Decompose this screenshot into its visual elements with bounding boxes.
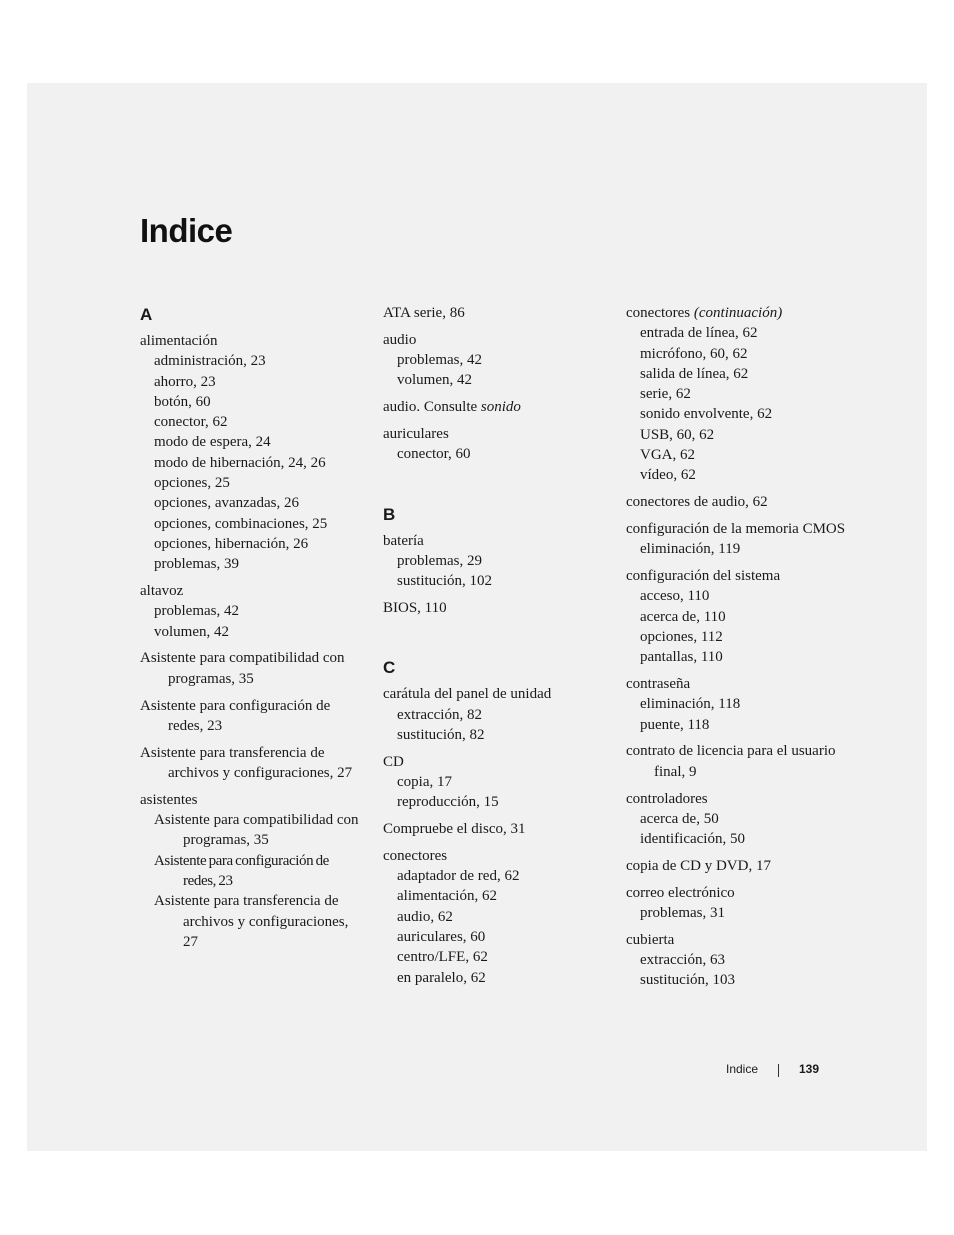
index-sub-term: micrófono, 60, 62	[640, 345, 748, 362]
index-sub-term: eliminación, 119	[640, 541, 741, 558]
index-sub-term: problemas, 42	[397, 352, 482, 369]
index-sub-term: sustitución, 102	[397, 573, 493, 590]
index-sub-term: Asistente para compatibilidad con programas, 35	[154, 812, 359, 849]
index-main-term	[383, 752, 603, 772]
index-column-1	[140, 303, 360, 959]
main-term-text: conectores de audio, 62	[626, 494, 768, 511]
index-sub-term: volumen, 42	[397, 372, 472, 389]
index-entry	[383, 598, 603, 618]
main-term-text: alimentación	[140, 333, 218, 349]
index-sub-term: acerca de, 50	[640, 810, 719, 827]
index-main-term	[626, 566, 846, 586]
main-term-text: copia de CD y DVD, 17	[626, 857, 771, 874]
index-sub-term: identificación, 50	[640, 831, 745, 848]
index-sub-term: auriculares, 60	[397, 929, 486, 946]
index-main-term	[626, 674, 846, 694]
index-sub-term: entrada de línea, 62	[640, 325, 758, 342]
index-main-term	[626, 492, 846, 512]
index-main-term	[626, 930, 846, 950]
index-sub-term: problemas, 29	[397, 552, 482, 569]
index-sub-term: serie, 62	[640, 386, 691, 403]
index-main-term	[383, 598, 603, 618]
index-sub-term: conector, 60	[397, 446, 471, 463]
main-term-text: carátula del panel de unidad	[383, 686, 552, 703]
page-number: 139	[799, 1062, 820, 1076]
index-entry	[383, 531, 603, 592]
index-sub-term: reproducción, 15	[397, 794, 499, 811]
main-term-text: contraseña	[626, 676, 691, 693]
index-sub-term: extracción, 82	[397, 706, 482, 723]
index-entry	[626, 856, 846, 876]
index-main-term	[626, 303, 846, 323]
index-column-3	[626, 303, 846, 997]
index-entry	[140, 581, 360, 642]
index-entry	[626, 303, 846, 486]
index-sub-term: conector, 62	[154, 414, 228, 431]
index-main-term	[383, 424, 603, 444]
index-sub-term: acerca de, 110	[640, 608, 726, 625]
index-sub-term: acceso, 110	[640, 588, 710, 605]
index-sub-term: centro/LFE, 62	[397, 949, 488, 966]
index-main-term	[383, 819, 603, 839]
index-main-term	[626, 519, 846, 539]
index-entry	[626, 789, 846, 850]
index-sub-term: modo de espera, 24	[154, 434, 271, 451]
index-entry	[383, 330, 603, 391]
index-entry	[383, 303, 603, 323]
index-sub-term: en paralelo, 62	[397, 969, 486, 986]
main-term-text: correo electrónico	[626, 884, 735, 901]
index-sub-term: puente, 118	[640, 716, 710, 733]
main-term-text: BIOS, 110	[383, 599, 447, 616]
index-main-term	[140, 790, 360, 810]
footer-separator	[778, 1064, 779, 1077]
main-term-text: asistentes	[140, 791, 198, 808]
index-main-term	[383, 303, 603, 323]
section-letter-b: B	[383, 504, 396, 524]
index-sub-term: USB, 60, 62	[640, 426, 715, 443]
main-term-text: ATA serie, 86	[383, 305, 465, 321]
index-main-term	[383, 397, 603, 417]
index-main-term	[383, 846, 603, 866]
index-main-term	[140, 581, 360, 601]
page-title: Indice	[140, 212, 233, 249]
index-entry	[140, 743, 360, 784]
index-entry	[140, 696, 360, 737]
main-term-text: Asistente para compatibilidad con programas, 35	[140, 650, 345, 687]
index-sub-term: copia, 17	[397, 773, 452, 790]
index-sub-term: audio, 62	[397, 908, 453, 925]
index-sub-term: sustitución, 82	[397, 726, 485, 743]
main-term-italic: sonido	[480, 399, 521, 416]
index-sub-term: problemas, 42	[154, 603, 239, 620]
index-main-term	[626, 789, 846, 809]
footer-label: Indice	[726, 1062, 759, 1076]
index-sub-term: sustitución, 103	[640, 972, 736, 989]
index-sub-term: volumen, 42	[154, 623, 229, 640]
index-main-term	[140, 743, 360, 784]
index-main-term	[140, 331, 360, 351]
index-sub-term: opciones, combinaciones, 25	[154, 515, 328, 532]
section-letter-a: A	[140, 305, 153, 324]
index-main-term	[140, 696, 360, 737]
index-main-term	[140, 648, 360, 689]
index-sub-term: pantallas, 110	[640, 649, 723, 666]
index-main-term	[383, 684, 603, 704]
index-sub-term: opciones, hibernación, 26	[154, 535, 309, 552]
index-entry	[383, 752, 603, 813]
main-term-text: audio	[383, 331, 417, 348]
index-sub-term: Asistente para transferencia de archivos y configuraciones, 27	[154, 893, 349, 950]
main-term-text: configuración del sistema	[626, 568, 781, 585]
main-term-text: cubierta	[626, 931, 675, 948]
index-sub-term: ahorro, 23	[154, 373, 216, 390]
main-term-text: auriculares	[383, 425, 449, 442]
index-sub-term: botón, 60	[154, 393, 211, 410]
main-term-text: contrato de licencia para el usuario final, 9	[626, 743, 836, 780]
index-sub-term: Asistente para configuración de redes, 23	[154, 852, 329, 889]
index-main-term	[383, 531, 603, 551]
index-entry	[383, 819, 603, 839]
index-entry	[383, 846, 603, 988]
index-main-term	[383, 330, 603, 350]
index-entry	[140, 331, 360, 575]
index-entry	[383, 397, 603, 417]
index-main-term	[626, 741, 846, 782]
index-entry	[626, 492, 846, 512]
index-sub-term: vídeo, 62	[640, 467, 696, 484]
index-sub-term: problemas, 39	[154, 556, 239, 573]
index-entry	[626, 519, 846, 560]
index-sub-term: extracción, 63	[640, 952, 725, 969]
index-sub-term: problemas, 31	[640, 905, 725, 922]
index-sub-term: alimentación, 62	[397, 888, 497, 905]
index-entry	[140, 790, 360, 952]
index-entry	[626, 741, 846, 782]
section-letter-c: C	[383, 658, 396, 678]
index-sub-term: salida de línea, 62	[640, 365, 749, 382]
index-entry	[383, 424, 603, 465]
main-term-text: conectores	[626, 305, 694, 321]
main-term-text: controladores	[626, 790, 708, 807]
index-sub-term: eliminación, 118	[640, 696, 741, 713]
index-entry	[140, 648, 360, 689]
main-term-text: configuración de la memoria CMOS	[626, 520, 846, 537]
index-main-term	[626, 856, 846, 876]
index-column-2	[383, 303, 603, 994]
main-term-text: Compruebe el disco, 31	[383, 821, 526, 838]
index-entry	[626, 930, 846, 991]
index-entry	[626, 883, 846, 924]
index-entry	[383, 684, 603, 745]
index-sub-term: VGA, 62	[640, 447, 695, 464]
main-term-text: audio. Consulte	[383, 399, 481, 416]
main-term-text: Asistente para transferencia de archivos y configuraciones, 27	[140, 744, 353, 781]
index-sub-term: administración, 23	[154, 353, 266, 370]
main-term-text: batería	[383, 532, 424, 549]
index-main-term	[626, 883, 846, 903]
main-term-text: CD	[383, 753, 404, 770]
index-sub-term: modo de hibernación, 24, 26	[154, 454, 326, 471]
main-term-text: altavoz	[140, 583, 184, 600]
index-sub-term: adaptador de red, 62	[397, 868, 520, 885]
index-sub-term: opciones, avanzadas, 26	[154, 495, 299, 512]
main-term-text: Asistente para configuración de redes, 23	[140, 697, 331, 734]
index-sub-term: opciones, 25	[154, 475, 230, 492]
index-entry	[626, 674, 846, 735]
index-sub-term: sonido envolvente, 62	[640, 406, 773, 423]
main-term-italic: (continuación)	[693, 305, 783, 321]
index-sub-term: opciones, 112	[640, 628, 723, 645]
main-term-text: conectores	[383, 847, 448, 864]
index-entry	[626, 566, 846, 667]
